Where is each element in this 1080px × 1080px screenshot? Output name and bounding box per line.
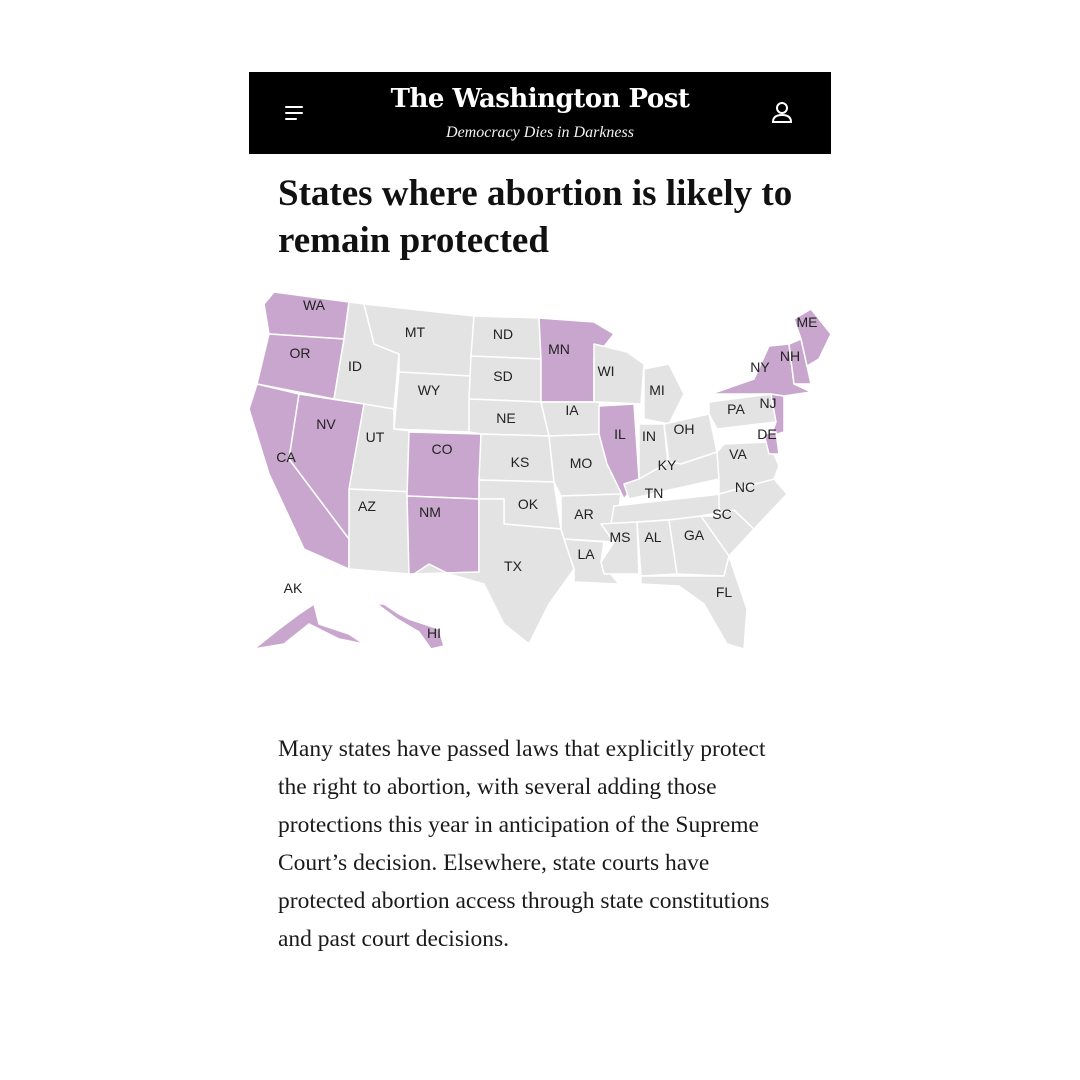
state-label-GA: GA bbox=[683, 527, 705, 543]
article-page bbox=[249, 72, 831, 1052]
us-map bbox=[249, 284, 831, 669]
state-label-NH: NH bbox=[779, 348, 801, 364]
state-label-CA: CA bbox=[276, 449, 296, 465]
state-label-UT: UT bbox=[365, 429, 385, 445]
state-label-NC: NC bbox=[734, 479, 756, 495]
state-label-NM: NM bbox=[419, 504, 441, 520]
state-label-AZ: AZ bbox=[358, 498, 376, 514]
state-NM bbox=[407, 496, 479, 574]
state-label-ID: ID bbox=[348, 358, 362, 374]
state-label-CO: CO bbox=[431, 441, 453, 457]
state-label-KS: KS bbox=[510, 454, 530, 470]
state-label-FL: FL bbox=[715, 584, 733, 600]
state-label-AR: AR bbox=[574, 506, 594, 522]
state-label-TN: TN bbox=[644, 485, 664, 501]
state-label-OH: OH bbox=[673, 421, 695, 437]
state-label-MI: MI bbox=[649, 382, 665, 398]
site-logo[interactable]: The Washington Post bbox=[390, 84, 690, 114]
state-label-NY: NY bbox=[750, 359, 770, 375]
article-headline: States where abortion is likely to remain protected bbox=[278, 173, 793, 261]
state-label-OK: OK bbox=[517, 496, 539, 512]
state-label-OR: OR bbox=[289, 345, 311, 361]
state-label-ME: ME bbox=[796, 314, 818, 330]
state-label-HI: HI bbox=[427, 625, 441, 641]
state-label-WI: WI bbox=[597, 363, 615, 379]
state-label-NJ: NJ bbox=[759, 395, 777, 411]
state-label-MN: MN bbox=[548, 341, 570, 357]
state-label-IA: IA bbox=[565, 402, 579, 418]
state-label-WY: WY bbox=[417, 382, 441, 398]
article-body: Many states have passed laws that explicitly protect the right to abortion, with several adding those protections this year in anticipation of the Supreme Court’s decision. Elsewhere, state courts have protected abortion access through state constitutions and past court decisions. bbox=[278, 736, 770, 952]
user-account-icon[interactable] bbox=[767, 98, 797, 128]
state-AK bbox=[254, 604, 364, 649]
state-label-MT: MT bbox=[404, 324, 426, 340]
state-label-DE: DE bbox=[757, 426, 777, 442]
state-WY bbox=[394, 372, 471, 432]
state-label-MS: MS bbox=[609, 529, 631, 545]
site-header bbox=[249, 72, 831, 154]
state-label-TX: TX bbox=[504, 558, 522, 574]
state-label-SD: SD bbox=[493, 368, 513, 384]
state-label-VA: VA bbox=[729, 446, 747, 462]
state-label-NE: NE bbox=[496, 410, 516, 426]
state-label-IL: IL bbox=[614, 426, 626, 442]
state-label-IN: IN bbox=[642, 428, 656, 444]
state-label-NV: NV bbox=[316, 416, 336, 432]
state-label-AK: AK bbox=[283, 580, 303, 596]
state-label-MO: MO bbox=[569, 455, 593, 471]
state-label-LA: LA bbox=[577, 546, 595, 562]
state-label-KY: KY bbox=[657, 457, 677, 473]
state-label-WA: WA bbox=[302, 297, 326, 313]
site-tagline: Democracy Dies in Darkness bbox=[446, 124, 634, 141]
state-label-SC: SC bbox=[712, 506, 732, 522]
state-label-AL: AL bbox=[644, 529, 662, 545]
state-label-PA: PA bbox=[727, 401, 745, 417]
state-label-ND: ND bbox=[492, 326, 514, 342]
